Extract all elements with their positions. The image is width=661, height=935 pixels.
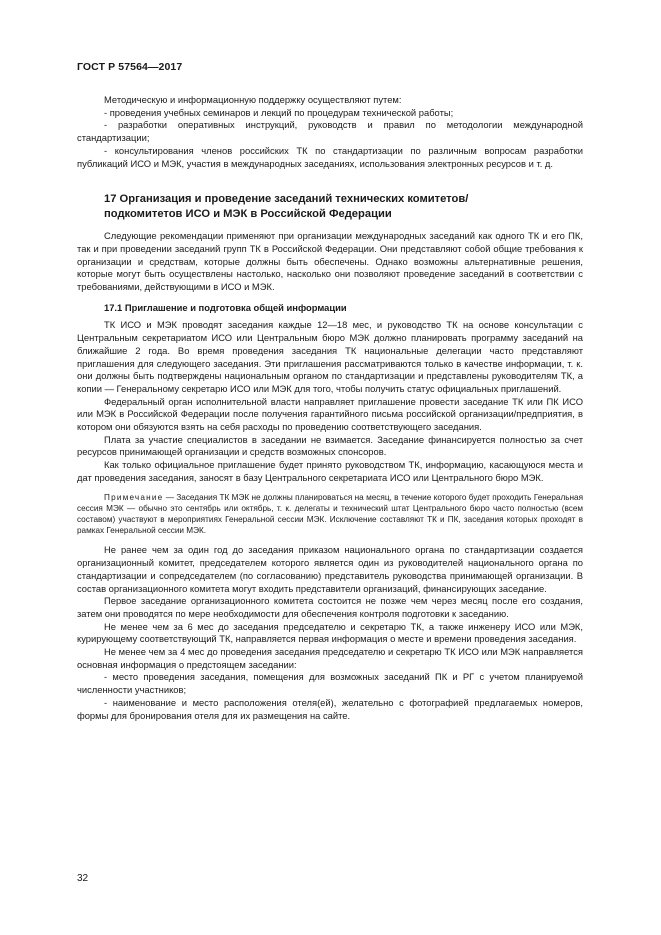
paragraph: ТК ИСО и МЭК проводят заседания каждые 12—18 мес, и руководство ТК на основе консультации с Центральным секретариатом ИСО или Центральным бюро МЭК должно планировать программу заседаний на ближайшие 2 года. Во время проведения заседания ТК национальные делегации часто представляют приглашения для следующего заседания. Эти приглашения рассматриваются только в качестве информации, т. к. они должны быть подтверждены национальным органом по стандартизации и представлены руководителям ТК, а копии — Генеральному секретарю ИСО или МЭК для того, чтобы получить статус официальных приглашений. xyxy=(77,319,583,394)
note-block xyxy=(77,492,583,537)
section-17-paragraph: Следующие рекомендации применяют при организации международных заседаний как одного ТК и его ПК, так и при проведении заседаний групп ТК в Российской Федерации. Они представляют собой общие требования к организации и средствам, которые должны быть обеспечены. Однако возможны альтернативные решения, которые могут быть осуществлены настолько, насколько они позволяют проведение заседаний в соответствии с требованиями, действующими в ИСО и МЭК. xyxy=(77,230,583,293)
section-17-title-line2: подкомитетов ИСО и МЭК в Российской Федерации xyxy=(104,208,392,221)
intro-bullet: - проведения учебных семинаров и лекций по процедурам технической работы; xyxy=(104,106,454,118)
paragraph: Не ранее чем за один год до заседания приказом национального органа по стандартизации создается организационный комитет, председателем которого является один из руководителей национального органа по стандартизации и сопредседателем (по согласованию) представитель руководства принимающей организации. В состав организационного комитета могут входить представители организаций, финансирующих заседание. xyxy=(77,544,583,594)
paragraph: Первое заседание организационного комитета состоится не позже чем через месяц после его создания, затем они проводятся по мере необходимости для обеспечения контроля подготовки к заседанию. xyxy=(77,595,583,619)
standard-header: ГОСТ Р 57564—2017 xyxy=(77,61,183,73)
intro-lead: Методическую и информационную поддержку осуществляют путем: xyxy=(104,94,402,105)
page-number: 32 xyxy=(77,873,89,884)
paragraph: Не менее чем за 6 мес до заседания председателю и секретарю ТК, а также инженеру ИСО или МЭК, курирующему соответствующий ТК, направляется первая информация о месте и времени проведения заседания. xyxy=(77,620,583,645)
document-body xyxy=(77,94,583,722)
paragraph: Как только официальное приглашение будет принято руководством ТК, информацию, касающуюся места и дат проведения заседания, заносят в базу Центрального секретариата ИСО или Центрального бюро МЭК. xyxy=(77,459,583,483)
note-label: Примечание xyxy=(104,492,164,502)
section-17-title-line1: 17 Организация и проведение заседаний технических комитетов/ xyxy=(104,193,469,206)
paragraph: Федеральный орган исполнительной власти направляет приглашение провести заседание ТК или ПК ИСО или МЭК в Российской Федерации после получения гарантийного письма российской организации/предприятия, в котором они обязуются взять на себя расходы по проведению соответствующего заседания. xyxy=(77,395,583,433)
paragraph: Не менее чем за 4 мес до проведения заседания председателю и секретарю ТК ИСО или МЭК направляется основная информация о предстоящем заседании: xyxy=(77,646,583,670)
intro-bullet: - разработки оперативных инструкций, руководств и правил по методологии международной стандартизации; xyxy=(77,119,583,144)
intro-bullet: - консультирования членов российских ТК по стандартизации по различным вопросам разработки публикаций ИСО и МЭК, участия в международных заседаниях, использования электронных ресурсов и т. д. xyxy=(77,144,583,169)
section-17-1-title: 17.1 Приглашение и подготовка общей информации xyxy=(104,301,347,313)
list-item: - наименование и место расположения отеля(ей), желательно с фотографией предлагаемых номеров, формы для бронирования отеля для их размещения на сайте. xyxy=(77,696,583,721)
paragraph: Плата за участие специалистов в заседании не взимается. Заседание финансируется полностью за счет ресурсов принимающей организации и средств возможных спонсоров. xyxy=(77,433,583,458)
section-17-title xyxy=(77,192,583,222)
note-text: — Заседания ТК МЭК не должны планироваться на месяц, в течение которого будет проходить Генеральная сессия МЭК — обычно это сентябрь или октябрь, т. к. делегаты и технический штат Центрального бюро часто полностью (всем составом) участвуют в мероприятиях Генеральной сессии МЭК. Исключение составляют ТК и ПК, заседания которых проходят в рамках Генеральной сессии МЭК. xyxy=(77,492,583,536)
list-item: - место проведения заседания, помещения для возможных заседаний ПК и РГ с учетом планируемой численности участников; xyxy=(77,671,583,696)
